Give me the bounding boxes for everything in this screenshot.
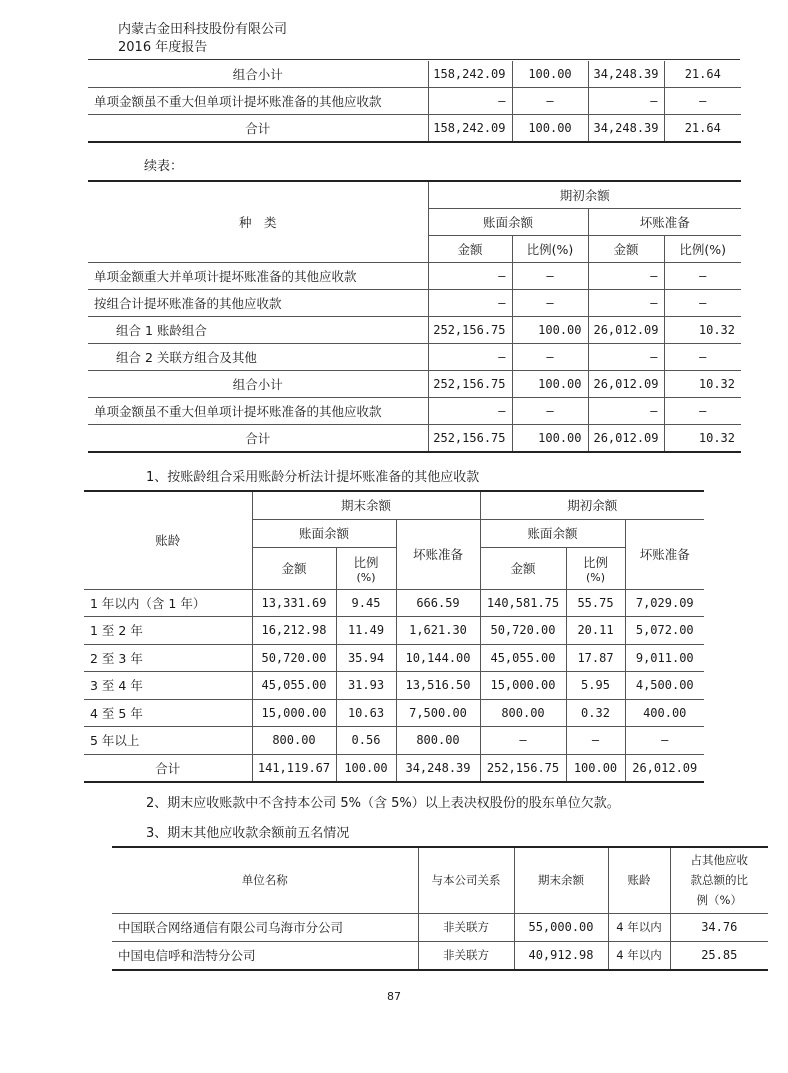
table-row xyxy=(88,290,741,317)
ratio-cell: – xyxy=(512,344,588,371)
amount-cell: – xyxy=(428,398,512,425)
ratio-unit: (%) xyxy=(585,570,606,584)
provision-cell: 34,248.39 xyxy=(588,115,664,143)
begin-provision-cell: – xyxy=(625,727,704,755)
balance-cell: 40,912.98 xyxy=(514,941,608,970)
end-amount-cell: 141,119.67 xyxy=(252,754,336,782)
row-label: 按组合计提坏账准备的其他应收款 xyxy=(88,290,428,317)
book-balance-header: 账面余额 xyxy=(428,209,588,236)
provision-cell: – xyxy=(588,398,664,425)
provision-cell: 26,012.09 xyxy=(588,425,664,453)
begin-amount-cell: 252,156.75 xyxy=(480,754,566,782)
begin-ratio-cell: 55.75 xyxy=(566,589,625,617)
table-header-row xyxy=(84,491,704,519)
age-cell: 合计 xyxy=(84,754,252,782)
age-cell: 4 年以内 xyxy=(608,913,670,941)
begin-ratio-cell: 100.00 xyxy=(566,754,625,782)
table-row xyxy=(112,941,768,970)
row-label: 单项金额虽不重大但单项计提坏账准备的其他应收款 xyxy=(88,88,428,115)
table-header-row xyxy=(88,181,741,209)
ratio-cell: 100.00 xyxy=(512,371,588,398)
end-amount-cell: 16,212.98 xyxy=(252,617,336,645)
amount-cell: – xyxy=(428,344,512,371)
provision-ratio-cell: – xyxy=(664,290,741,317)
begin-provision-cell: 9,011.00 xyxy=(625,644,704,672)
share-header-line1: 占其他应收 xyxy=(690,853,748,868)
age-cell: 4 年以内 xyxy=(608,941,670,970)
ratio-cell: – xyxy=(512,263,588,290)
table-row xyxy=(84,672,704,700)
provision-cell: – xyxy=(588,263,664,290)
amount-header: 金额 xyxy=(252,547,336,589)
end-amount-cell: 13,331.69 xyxy=(252,589,336,617)
end-ratio-cell: 11.49 xyxy=(336,617,396,645)
unit-name-header: 单位名称 xyxy=(112,847,418,913)
end-amount-cell: 800.00 xyxy=(252,727,336,755)
table-row xyxy=(84,754,704,782)
begin-provision-cell: 5,072.00 xyxy=(625,617,704,645)
begin-ratio-cell: 17.87 xyxy=(566,644,625,672)
end-ratio-cell: 35.94 xyxy=(336,644,396,672)
table-top-five-receivables xyxy=(112,846,768,971)
age-header: 账龄 xyxy=(84,491,252,589)
provision-ratio-cell: – xyxy=(664,263,741,290)
end-provision-cell: 34,248.39 xyxy=(396,754,480,782)
bad-debt-header: 坏账准备 xyxy=(625,519,704,589)
begin-amount-cell: 140,581.75 xyxy=(480,589,566,617)
begin-amount-cell: 50,720.00 xyxy=(480,617,566,645)
unit-name-cell: 中国联合网络通信有限公司乌海市分公司 xyxy=(112,913,418,941)
provision-ratio-cell: – xyxy=(664,344,741,371)
begin-ratio-cell: 0.32 xyxy=(566,699,625,727)
amount-header: 金额 xyxy=(428,236,512,263)
section-3-title: 3、期末其他应收款余额前五名情况 xyxy=(146,826,350,841)
ratio-label: 比例 xyxy=(582,554,608,570)
ratio-cell: – xyxy=(512,290,588,317)
row-label: 组合小计 xyxy=(88,371,428,398)
provision-cell: 26,012.09 xyxy=(588,371,664,398)
table-row xyxy=(88,344,741,371)
end-balance-header: 期末余额 xyxy=(514,847,608,913)
table-row xyxy=(84,644,704,672)
end-ratio-cell: 31.93 xyxy=(336,672,396,700)
begin-ratio-cell: 20.11 xyxy=(566,617,625,645)
table-aging-analysis xyxy=(84,490,704,783)
category-header: 种 类 xyxy=(88,181,428,263)
row-label: 组合 2 关联方组合及其他 xyxy=(88,344,428,371)
age-header: 账龄 xyxy=(608,847,670,913)
book-balance-header: 账面余额 xyxy=(252,519,396,547)
ratio-unit: (%) xyxy=(356,570,376,584)
row-label: 合计 xyxy=(88,115,428,143)
age-cell: 5 年以上 xyxy=(84,727,252,755)
begin-amount-cell: 800.00 xyxy=(480,699,566,727)
provision-cell: – xyxy=(588,88,664,115)
end-ratio-cell: 10.63 xyxy=(336,699,396,727)
row-label: 合计 xyxy=(88,425,428,453)
ratio-cell: – xyxy=(512,398,588,425)
age-cell: 2 至 3 年 xyxy=(84,644,252,672)
table-row xyxy=(112,913,768,941)
table-row xyxy=(88,263,741,290)
age-cell: 4 至 5 年 xyxy=(84,699,252,727)
begin-provision-cell: 7,029.09 xyxy=(625,589,704,617)
end-ratio-cell: 9.45 xyxy=(336,589,396,617)
provision-cell: 34,248.39 xyxy=(588,61,664,88)
row-label: 组合 1 账龄组合 xyxy=(88,317,428,344)
table-row xyxy=(88,88,741,115)
begin-balance-header: 期初余额 xyxy=(480,491,704,519)
relation-header: 与本公司关系 xyxy=(418,847,514,913)
page-number: 87 xyxy=(387,990,401,1003)
amount-cell: 252,156.75 xyxy=(428,317,512,344)
book-balance-header: 账面余额 xyxy=(480,519,625,547)
amount-cell: – xyxy=(428,290,512,317)
share-cell: 25.85 xyxy=(670,941,768,970)
share-header-line3: 例（%） xyxy=(696,893,742,908)
ratio-cell: 100.00 xyxy=(512,425,588,453)
table-row xyxy=(84,727,704,755)
end-provision-cell: 800.00 xyxy=(396,727,480,755)
ratio-cell: 100.00 xyxy=(512,115,588,143)
ratio-cell: 100.00 xyxy=(512,317,588,344)
relation-cell: 非关联方 xyxy=(418,913,514,941)
continued-label: 续表： xyxy=(144,159,184,174)
row-label: 组合小计 xyxy=(88,61,428,88)
section-2-text: 2、期末应收账款中不含持本公司 5%（含 5%）以上表决权股份的股东单位欠款。 xyxy=(146,796,620,811)
provision-cell: – xyxy=(588,344,664,371)
bad-debt-header: 坏账准备 xyxy=(396,519,480,589)
end-balance-header: 期末余额 xyxy=(252,491,480,519)
table-row xyxy=(84,617,704,645)
end-provision-cell: 13,516.50 xyxy=(396,672,480,700)
age-cell: 1 至 2 年 xyxy=(84,617,252,645)
row-label: 单项金额重大并单项计提坏账准备的其他应收款 xyxy=(88,263,428,290)
provision-ratio-cell: – xyxy=(664,88,741,115)
provision-ratio-cell: 10.32 xyxy=(664,371,741,398)
table-receivables-end-continued xyxy=(88,61,741,143)
balance-cell: 55,000.00 xyxy=(514,913,608,941)
share-cell: 34.76 xyxy=(670,913,768,941)
amount-cell: – xyxy=(428,88,512,115)
table-receivables-begin xyxy=(88,180,741,453)
ratio-header: 比例(%) xyxy=(512,236,588,263)
bad-debt-header: 坏账准备 xyxy=(588,209,741,236)
company-name: 内蒙古金田科技股份有限公司 xyxy=(118,22,288,37)
amount-cell: 252,156.75 xyxy=(428,371,512,398)
amount-header: 金额 xyxy=(588,236,664,263)
table-row xyxy=(88,371,741,398)
begin-provision-cell: 26,012.09 xyxy=(625,754,704,782)
provision-ratio-cell: – xyxy=(664,398,741,425)
begin-amount-cell: – xyxy=(480,727,566,755)
end-amount-cell: 50,720.00 xyxy=(252,644,336,672)
section-1-title: 1、按账龄组合采用账龄分析法计提坏账准备的其他应收款 xyxy=(146,470,480,485)
relation-cell: 非关联方 xyxy=(418,941,514,970)
amount-cell: – xyxy=(428,263,512,290)
end-ratio-cell: 0.56 xyxy=(336,727,396,755)
amount-cell: 252,156.75 xyxy=(428,425,512,453)
table-row xyxy=(88,425,741,453)
amount-cell: 158,242.09 xyxy=(428,61,512,88)
end-provision-cell: 666.59 xyxy=(396,589,480,617)
end-provision-cell: 1,621.30 xyxy=(396,617,480,645)
provision-ratio-cell: 10.32 xyxy=(664,317,741,344)
provision-ratio-cell: 21.64 xyxy=(664,115,741,143)
table-row xyxy=(88,317,741,344)
begin-amount-cell: 15,000.00 xyxy=(480,672,566,700)
table-row xyxy=(84,699,704,727)
table-row xyxy=(88,61,741,88)
ratio-label: 比例 xyxy=(353,554,379,570)
begin-ratio-cell: 5.95 xyxy=(566,672,625,700)
unit-name-cell: 中国电信呼和浩特分公司 xyxy=(112,941,418,970)
report-title: 2016 年度报告 xyxy=(118,40,208,55)
table-header-row xyxy=(112,847,768,913)
ratio-header xyxy=(336,547,396,589)
period-header: 期初余额 xyxy=(428,181,741,209)
amount-cell: 158,242.09 xyxy=(428,115,512,143)
table-row xyxy=(88,115,741,143)
provision-cell: – xyxy=(588,290,664,317)
ratio-header xyxy=(566,547,625,589)
table-row xyxy=(88,398,741,425)
row-label: 单项金额虽不重大但单项计提坏账准备的其他应收款 xyxy=(88,398,428,425)
end-provision-cell: 10,144.00 xyxy=(396,644,480,672)
begin-provision-cell: 400.00 xyxy=(625,699,704,727)
end-ratio-cell: 100.00 xyxy=(336,754,396,782)
table-row xyxy=(84,589,704,617)
provision-ratio-cell: 21.64 xyxy=(664,61,741,88)
end-amount-cell: 15,000.00 xyxy=(252,699,336,727)
provision-ratio-cell: 10.32 xyxy=(664,425,741,453)
ratio-cell: 100.00 xyxy=(512,61,588,88)
age-cell: 3 至 4 年 xyxy=(84,672,252,700)
share-header-line2: 款总额的比 xyxy=(690,873,748,888)
begin-amount-cell: 45,055.00 xyxy=(480,644,566,672)
share-header xyxy=(670,847,768,913)
begin-provision-cell: 4,500.00 xyxy=(625,672,704,700)
end-amount-cell: 45,055.00 xyxy=(252,672,336,700)
provision-cell: 26,012.09 xyxy=(588,317,664,344)
ratio-header: 比例(%) xyxy=(664,236,741,263)
begin-ratio-cell: – xyxy=(566,727,625,755)
ratio-cell: – xyxy=(512,88,588,115)
header-divider xyxy=(88,59,740,60)
end-provision-cell: 7,500.00 xyxy=(396,699,480,727)
age-cell: 1 年以内（含 1 年） xyxy=(84,589,252,617)
amount-header: 金额 xyxy=(480,547,566,589)
